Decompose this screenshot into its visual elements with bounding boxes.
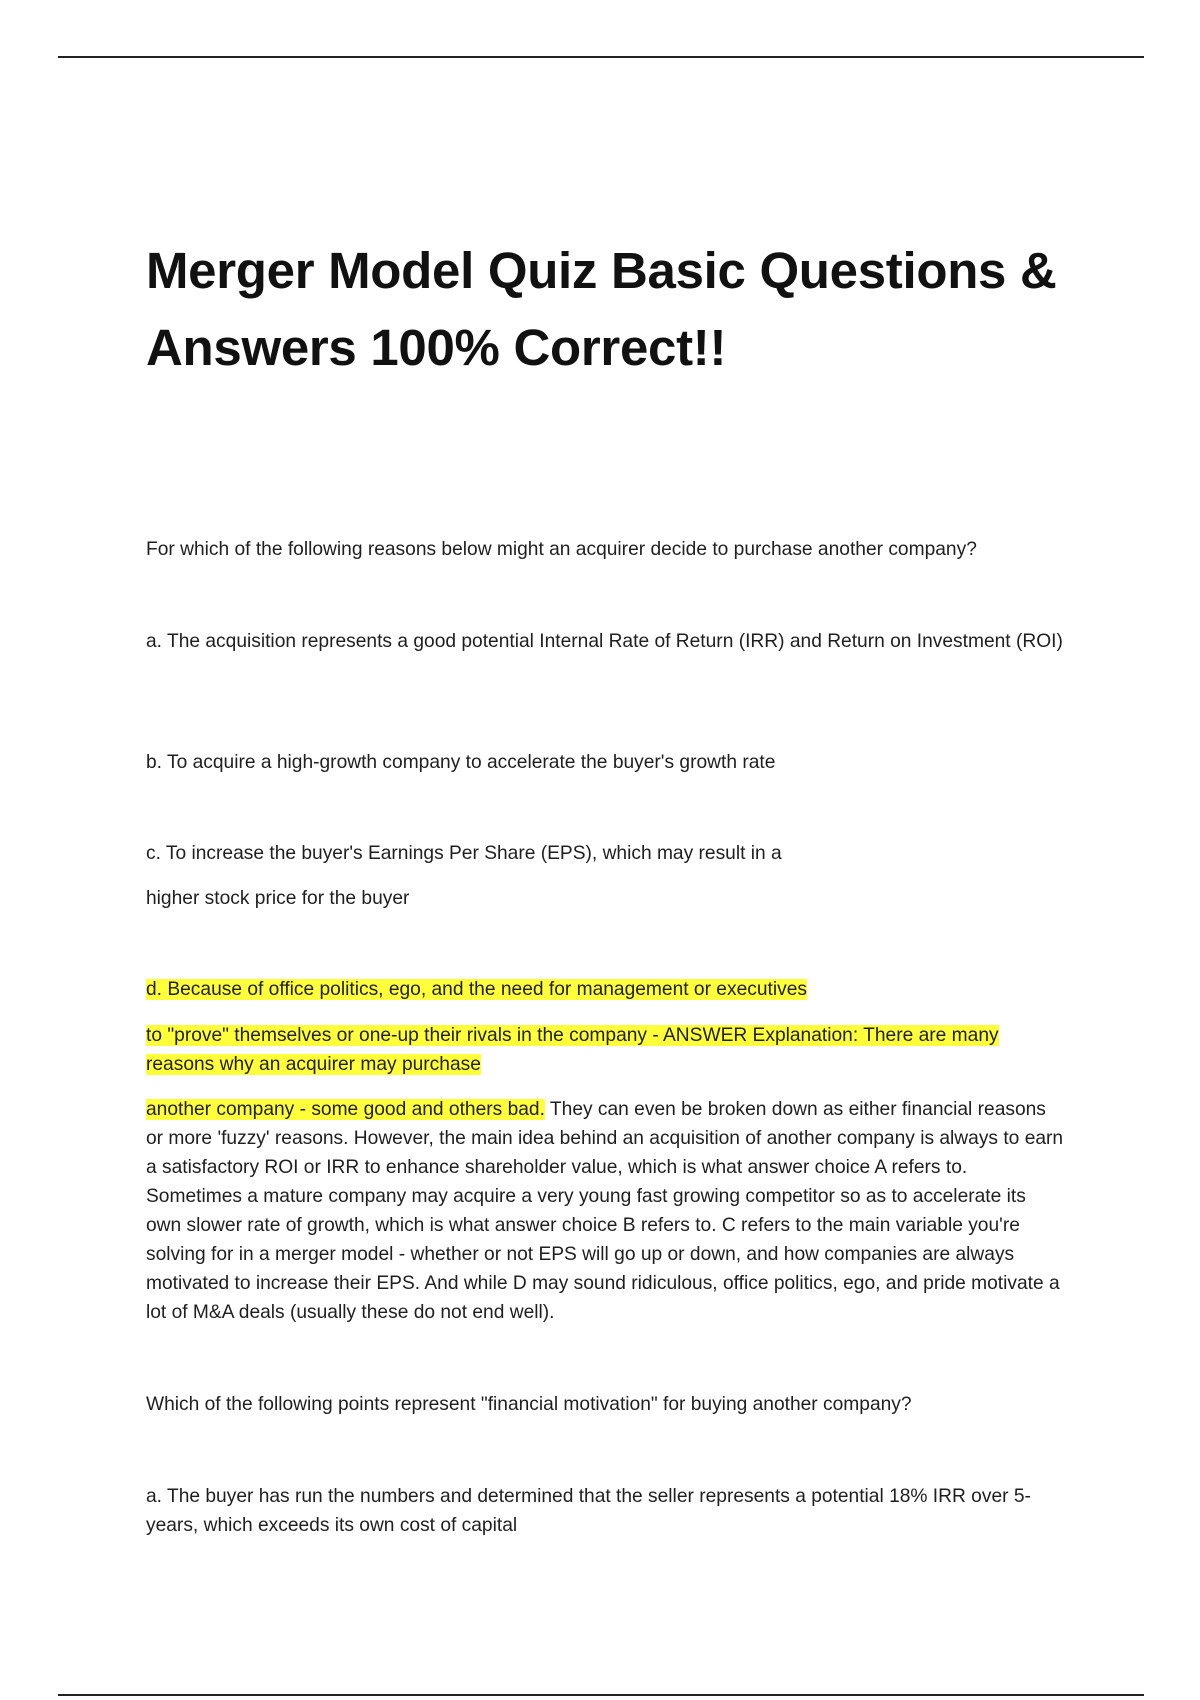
- question-1-option-d-line-1: [146, 975, 1066, 1004]
- top-rule: [58, 56, 1144, 58]
- document-title: Merger Model Quiz Basic Questions & Answers 100% Correct!!: [146, 242, 1057, 376]
- question-2: Which of the following points represent "financial motivation" for buying another company?: [146, 1394, 912, 1415]
- question-1: For which of the following reasons below might an acquirer decide to purchase another company?: [146, 539, 977, 560]
- question-2-option-a: a. The buyer has run the numbers and determined that the seller represents a potential 18% IRR over 5-years, which exceeds its own cost of capital: [146, 1486, 1031, 1536]
- question-1-option-b: b. To acquire a high-growth company to accelerate the buyer's growth rate: [146, 752, 776, 773]
- question-1-option-a: a. The acquisition represents a good potential Internal Rate of Return (IRR) and Return on Investment (ROI): [146, 631, 1063, 652]
- highlighted-text: d. Because of office politics, ego, and the need for management or executives: [146, 979, 807, 1000]
- highlighted-explanation-start: another company - some good and others bad.: [146, 1099, 545, 1120]
- question-1-option-c-line-2: higher stock price for the buyer: [146, 888, 410, 909]
- question-1-option-c-line-1: c. To increase the buyer's Earnings Per Share (EPS), which may result in a: [146, 843, 782, 864]
- highlighted-answer-text: to "prove" themselves or one-up their rivals in the company - ANSWER Explanation: There are many reasons why an acquirer may purchase: [146, 1025, 999, 1075]
- question-1-option-d-line-2: [146, 1021, 1066, 1079]
- question-1-explanation: [146, 1095, 1066, 1327]
- explanation-text: They can even be broken down as either financial reasons or more 'fuzzy' reasons. However, the main idea behind an acquisition of another company is always to earn a satisfactory ROI or IRR to enhance shareholder value, which is what answer choice A refers to. Sometimes a mature company may acquire a very young fast growing competitor so as to accelerate its own slower rate of growth, which is what answer choice B refers to. C refers to the main variable you're solving for in a merger model - whether or not EPS will go up or down, and how companies are always motivated to increase their EPS. And while D may sound ridiculous, office politics, ego, and pride motivate a lot of M&A deals (usually these do not end well).: [146, 1099, 1064, 1323]
- bottom-rule: [58, 1694, 1144, 1696]
